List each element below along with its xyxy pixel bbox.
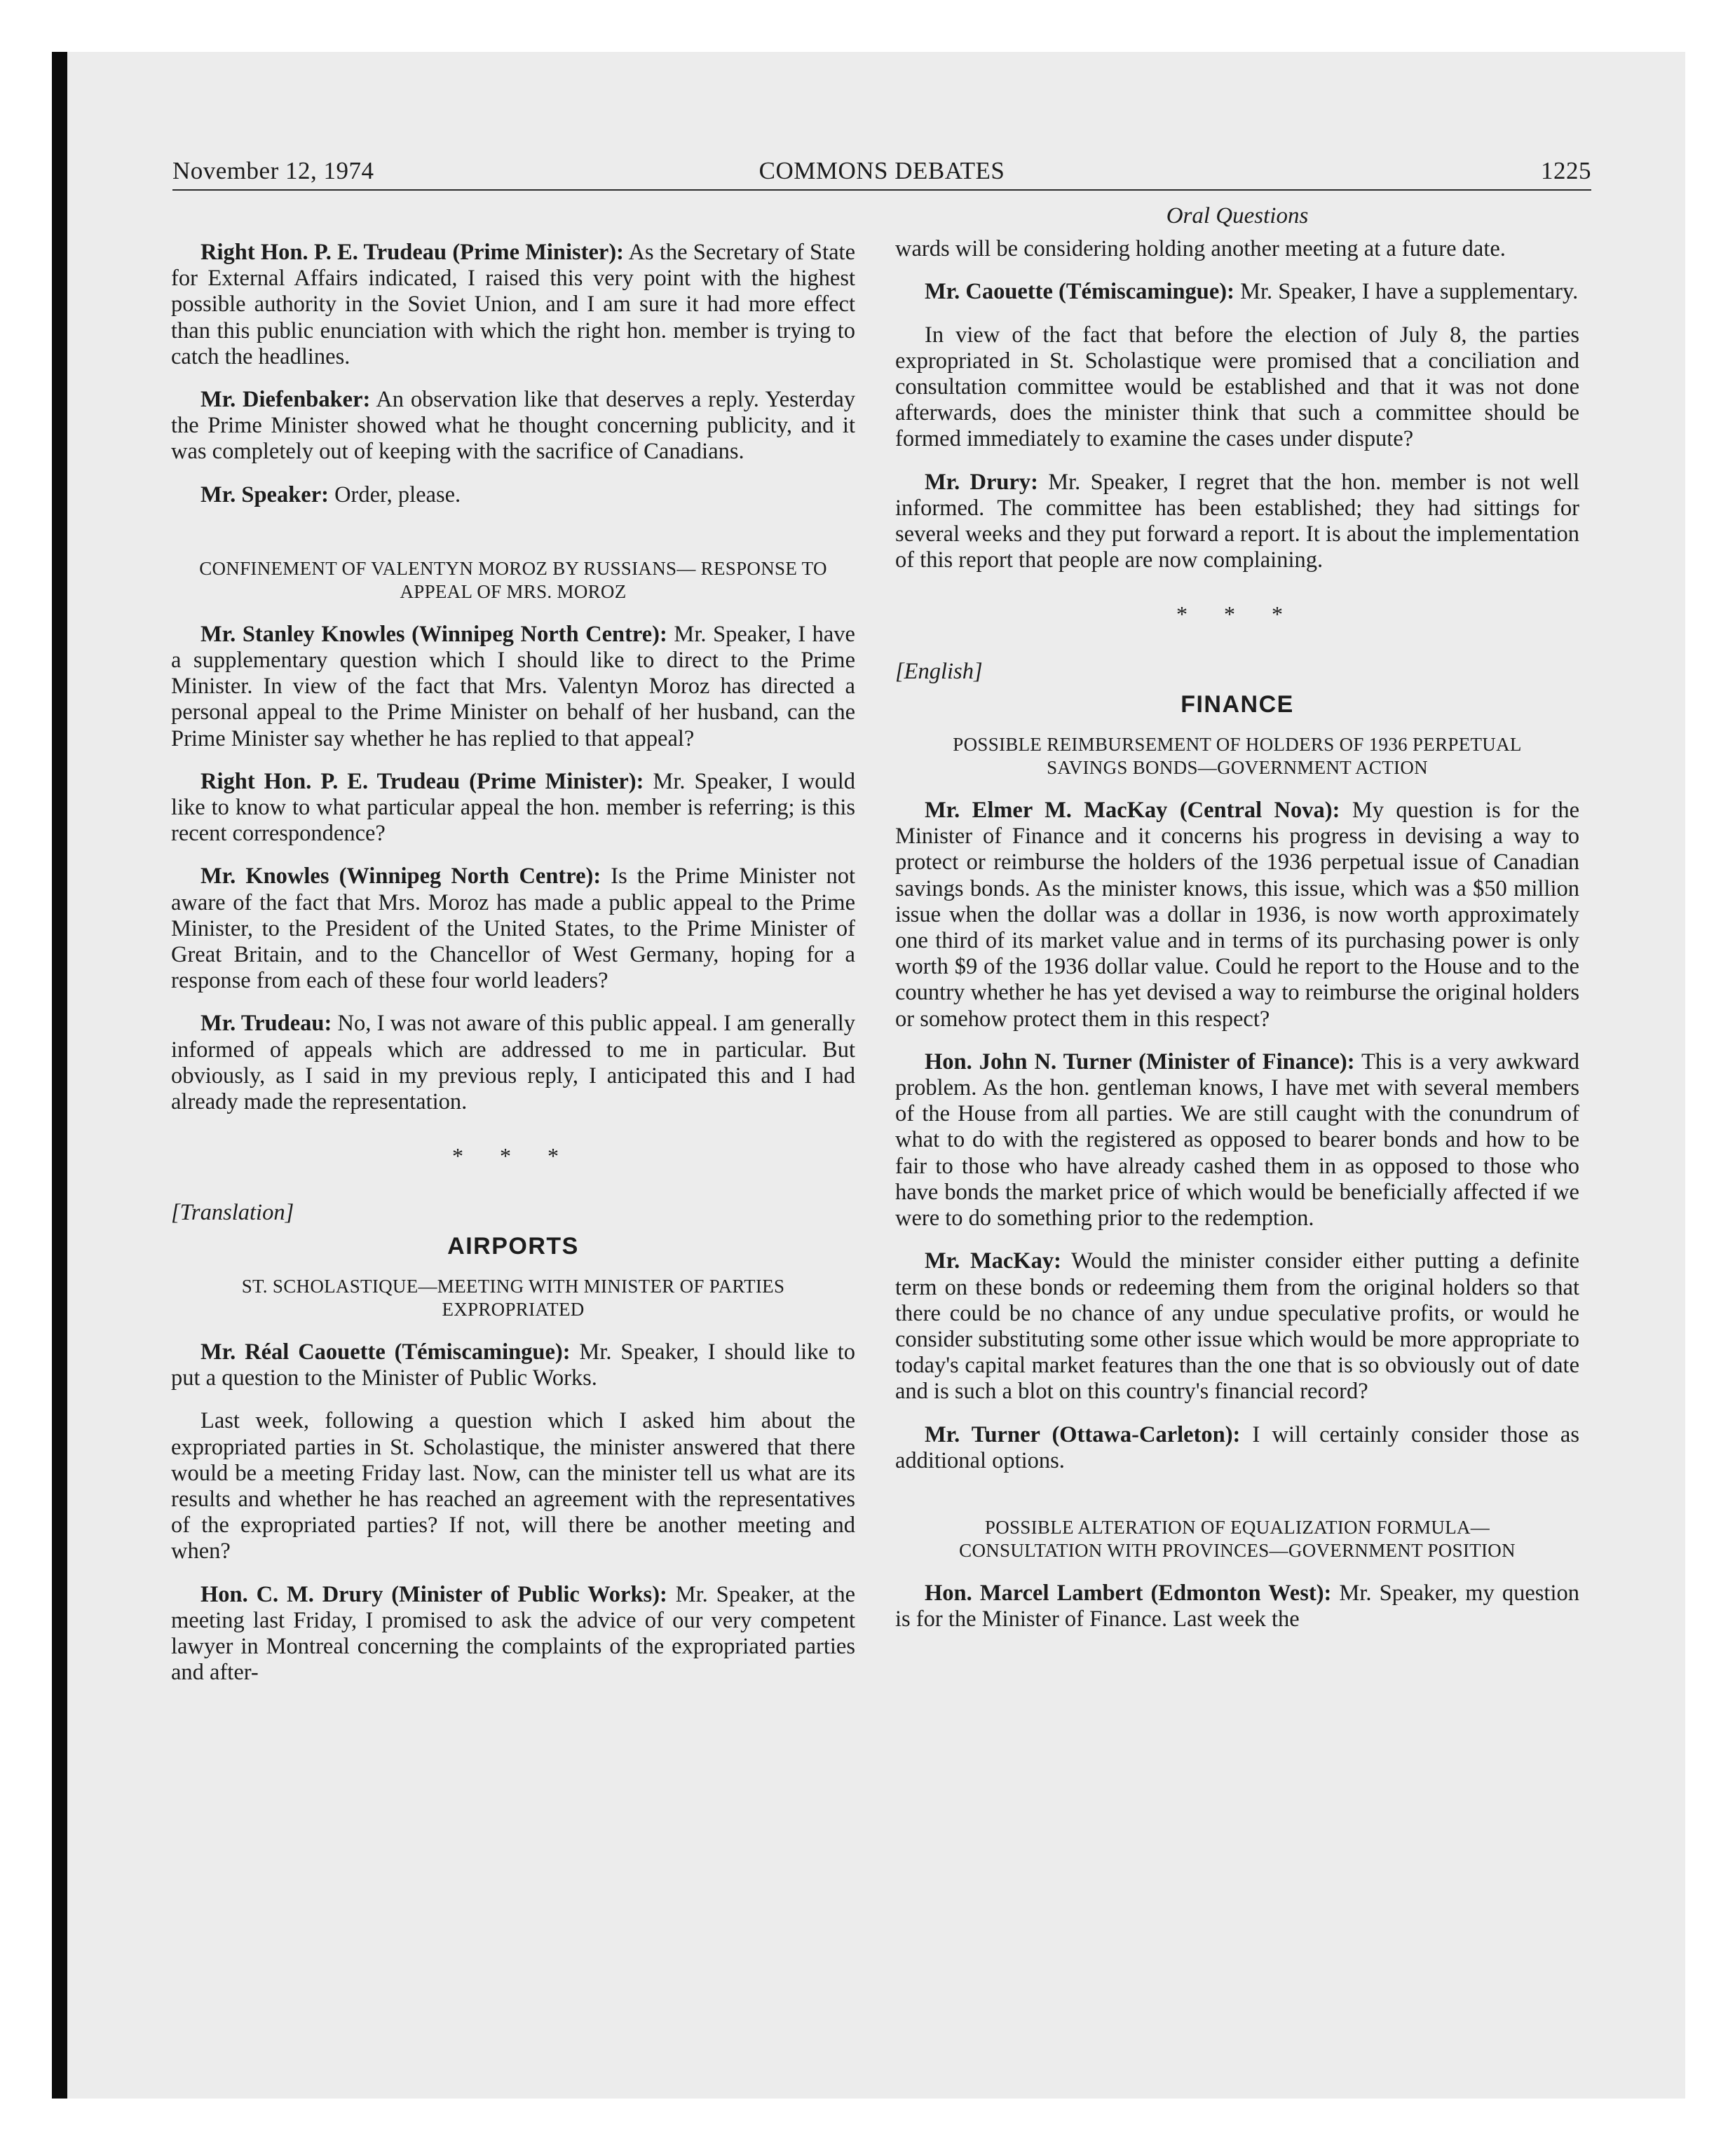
speaker-name: Mr. Stanley Knowles (Winnipeg North Centre): <box>200 621 667 647</box>
paragraph <box>171 1011 855 1115</box>
paragraph <box>895 1422 1579 1474</box>
speaker-name: Mr. MacKay: <box>925 1248 1061 1274</box>
section-heading: AIRPORTS <box>447 1232 579 1260</box>
paragraph <box>895 279 1579 305</box>
speaker-name: Mr. Elmer M. MacKay (Central Nova): <box>925 798 1340 824</box>
paragraph: wards will be considering holding another meeting at a future date. <box>895 236 1506 262</box>
paragraph: Last week, following a question which I asked him about the expropriated parties in St. Scholastique, the minister answered that there would be a meeting Friday last. Now, can the minister tell us what are its results and whether he has reached an agreement with the representatives of the expropriated parties? If not, will there be another meeting and when? <box>171 1408 855 1564</box>
speech-text: Mr. Speaker, at the meeting last Friday, I promised to ask the advice of our very competent lawyer in Montreal concerning the complaints of the expropriated parties and after- <box>171 1581 855 1686</box>
paragraph <box>895 470 1579 574</box>
paragraph: In view of the fact that before the election of July 8, the parties expropriated in St. Scholastique were promised that a conciliation and consultation committee would be established and that it was not done afterwards, does the minister think that such a committee should be formed immediately to examine the cases under dispute? <box>895 322 1579 452</box>
speech-text: As the Secretary of State for External Affairs indicated, I raised this very point with the highest possible authority in the Soviet Union, and I am sure it had more effect than this public enunciation with which the right hon. member is trying to catch the headlines. <box>171 240 855 369</box>
speech-text: Mr. Speaker, I regret that the hon. member is not well informed. The committee has been established; they had sittings for several weeks and they put forward a report. It is about the implementation of this report that people are now complaining. <box>895 469 1579 573</box>
speech-text: I will certainly consider those as additional options. <box>895 1421 1580 1473</box>
section-heading: FINANCE <box>1181 690 1294 718</box>
speaker-name: Right Hon. P. E. Trudeau (Prime Minister): <box>200 768 644 794</box>
speech-text: My question is for the Minister of Finance and it concerns his progress in devising a way to protect or reimburse the holders of the 1936 perpetual issue of Canadian savings bonds. As the minister knows, this issue, which was a $50 million issue when the dollar was a dollar in 1936, is now worth approximately one third of its market value and in terms of its purchasing power is only worth $9 of the 1936 dollar value. Could he report to the House and to the country whether he has yet devised a way to reimburse the original holders or somehow protect them in this respect? <box>895 798 1579 1032</box>
subsection-heading: CONFINEMENT OF VALENTYN MOROZ BY RUSSIANS— RESPONSE TO APPEAL OF MRS. MOROZ <box>199 557 827 602</box>
page-header <box>172 153 1591 191</box>
paragraph <box>171 769 855 847</box>
speech-text: Order, please. <box>328 482 461 507</box>
running-head: Oral Questions <box>1166 203 1309 228</box>
language-note: [Translation] <box>171 1200 294 1226</box>
section-separator: * * * <box>1176 601 1298 627</box>
paragraph <box>895 1581 1579 1632</box>
speaker-name: Mr. Knowles (Winnipeg North Centre): <box>200 864 601 889</box>
speech-text: Mr. Speaker, I should like to put a question to the Minister of Public Works. <box>171 1339 856 1391</box>
speech-text: No, I was not aware of this public appeal. I am generally informed of appeals which are addressed to me in particular. But obviously, as I said in my previous reply, I anticipated this and I had already made the representation. <box>171 1011 856 1115</box>
paragraph <box>895 798 1579 1032</box>
publication-title: COMMONS DEBATES <box>758 157 1005 184</box>
paragraph <box>171 1582 855 1686</box>
paragraph <box>895 1248 1579 1405</box>
speaker-name: Mr. Diefenbaker: <box>200 387 371 413</box>
speech-text: Mr. Speaker, I would like to know to what particular appeal the hon. member is referring; is this recent correspondence? <box>171 768 855 847</box>
paragraph <box>895 1049 1579 1231</box>
section-separator: * * * <box>452 1143 574 1169</box>
binding-edge <box>52 52 67 2099</box>
paragraph <box>171 864 855 994</box>
speaker-name: Mr. Speaker: <box>200 482 329 507</box>
speech-text: Mr. Speaker, I have a supplementary question which I should like to direct to the Prime Minister. In view of the fact that Mrs. Valentyn Moroz has directed a personal appeal to the Prime Minister on behalf of her husband, can the Prime Minister say whether he has replied to that appeal? <box>171 621 855 751</box>
speaker-name: Hon. John N. Turner (Minister of Finance): <box>925 1049 1355 1074</box>
right-column <box>895 203 1579 1649</box>
speech-text: An observation like that deserves a reply. Yesterday the Prime Minister showed what he thought concerning publicity, and it was completely out of keeping with the sacrifice of Canadians. <box>171 387 856 465</box>
speaker-name: Hon. Marcel Lambert (Edmonton West): <box>925 1580 1332 1606</box>
speaker-name: Hon. C. M. Drury (Minister of Public Works): <box>200 1581 667 1607</box>
paragraph <box>171 1339 855 1391</box>
speaker-name: Right Hon. P. E. Trudeau (Prime Minister): <box>200 240 625 265</box>
page-number: 1225 <box>1541 157 1591 184</box>
speaker-name: Mr. Turner (Ottawa-Carleton): <box>925 1421 1241 1447</box>
speaker-name: Mr. Trudeau: <box>200 1011 332 1037</box>
speech-text: Mr. Speaker, I have a supplementary. <box>1234 279 1579 305</box>
left-column <box>171 240 855 1703</box>
subsection-heading: POSSIBLE ALTERATION OF EQUALIZATION FORMULA— CONSULTATION WITH PROVINCES—GOVERNMENT POSITION <box>959 1516 1516 1561</box>
header-date: November 12, 1974 <box>172 157 374 184</box>
speaker-name: Mr. Drury: <box>925 469 1038 495</box>
paragraph <box>171 387 855 465</box>
paragraph <box>171 240 855 370</box>
subsection-heading: POSSIBLE REIMBURSEMENT OF HOLDERS OF 1936 PERPETUAL SAVINGS BONDS—GOVERNMENT ACTION <box>953 734 1522 779</box>
speech-text: Mr. Speaker, my question is for the Minister of Finance. Last week the <box>895 1580 1579 1632</box>
speech-text: Is the Prime Minister not aware of the fact that Mrs. Moroz has made a public appeal to the Prime Minister, to the President of the United States, to the Prime Minister of Great Britain, and to the Chancellor of West Germany, hoping for a response from each of these four world leaders? <box>171 864 856 994</box>
speech-text: Would the minister consider either putting a definite term on these bonds or redeeming them from the original holders so that there could be no chance of any undue speculative profits, or would he consider substituting some other issue which would be more appropriate to today's capital market features than the one that is so obviously out of date and is such a blot on this country's financial record? <box>895 1248 1579 1405</box>
speaker-name: Mr. Réal Caouette (Témiscamingue): <box>200 1339 571 1365</box>
paragraph <box>171 622 855 752</box>
subsection-heading: ST. SCHOLASTIQUE—MEETING WITH MINISTER OF PARTIES EXPROPRIATED <box>241 1275 785 1320</box>
paragraph <box>171 482 855 508</box>
speech-text: This is a very awkward problem. As the hon. gentleman knows, I have met with several members of the House from all parties. We are still caught with the conundrum of what to do with the registered as opposed to bearer bonds and how to be fair to those who have already cashed them in as opposed to those who have bonds the market price of which would be beneficially affected if we were to do something prior to the redemption. <box>895 1049 1580 1231</box>
speaker-name: Mr. Caouette (Témiscamingue): <box>925 279 1234 305</box>
language-note: [English] <box>895 658 983 684</box>
